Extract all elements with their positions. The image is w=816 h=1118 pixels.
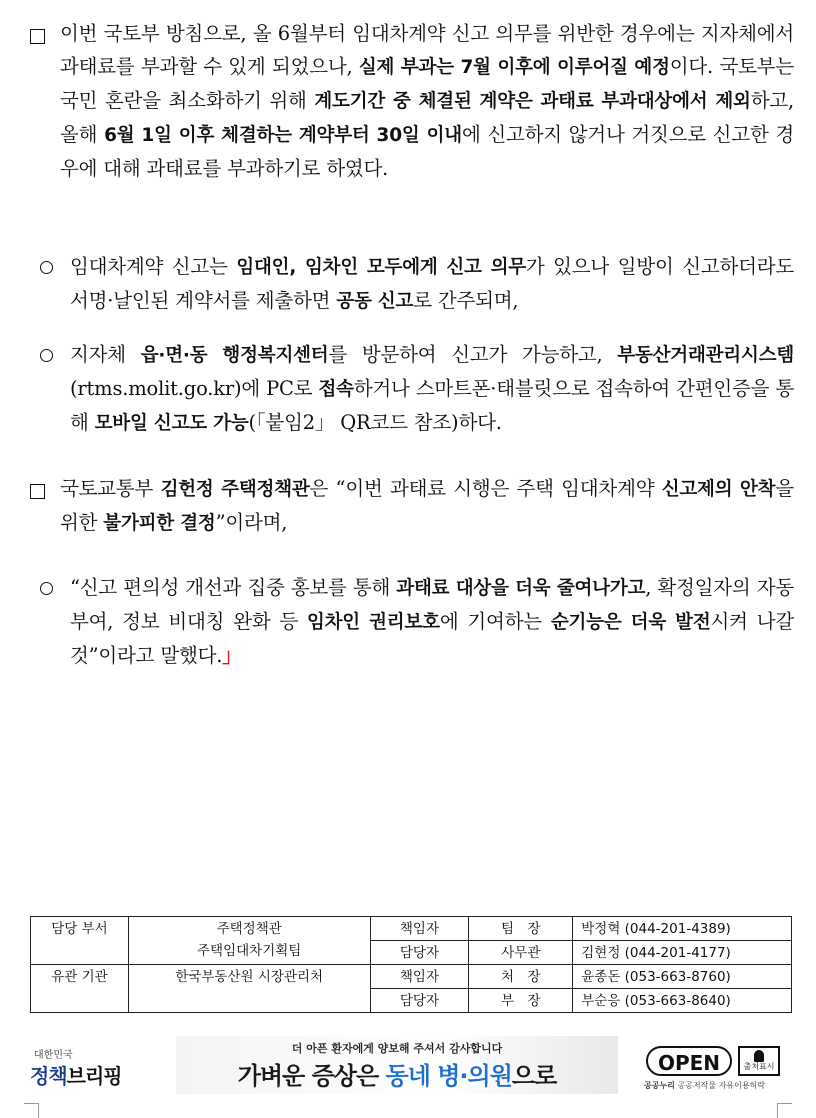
dept-label: 담당 부서 [31, 917, 129, 965]
paragraph-penalty-schedule: 이번 국토부 방침으로, 올 6월부터 임대차계약 신고 의무를 위반한 경우에는 지자체에서 과태료를 부과할 수 있게 되었으나, 실제 부과는 7월 이후에 이루어질 예정이다. 국토부는 국민 혼란을 최소화하기 위해 계도기간 중 체결된 계약은 과태료 부과대상에서 제외하고, 올해 6월 1일 이후 체결하는 계약부터 30일 이내에 신고하지 않거나 거짓으로 신고한 경우에 대해 과태료를 부과하기로 하였다. [60, 22, 795, 180]
table-row [31, 965, 792, 989]
dept-name: 주택정책관 주택임대차기획팀 [128, 917, 370, 965]
end-mark: 」 [222, 644, 242, 667]
person-cell: 부순응 (053-663-8640) [573, 989, 792, 1013]
title-cell: 사무관 [469, 941, 573, 965]
page-corner-mark [777, 1103, 792, 1118]
square-bullet-icon [30, 29, 45, 44]
person-cell: 박정혁 (044-201-4389) [573, 917, 792, 941]
org-label: 유관 기관 [31, 965, 129, 1013]
role-cell: 담당자 [370, 989, 469, 1013]
circle-bullet-icon [40, 261, 53, 274]
role-cell: 책임자 [370, 917, 469, 941]
paragraph-official-quote: “신고 편의성 개선과 집중 홍보를 통해 과태료 대상을 더욱 줄여나가고, 확정일자의 자동부여, 정보 비대칭 완화 등 임차인 권리보호에 기여하는 순기능은 더욱 발전시켜 나갈 것”이라고 말했다.」 [70, 576, 794, 667]
circle-bullet-icon [40, 582, 53, 595]
title-cell: 부 장 [469, 989, 573, 1013]
open-license-logo: OPEN 출처표시 공공누리 공공저작물 자유이용허락 [644, 1044, 784, 1092]
table-row [31, 917, 792, 941]
square-bullet-icon [30, 484, 45, 499]
policy-briefing-logo: 대한민국 정책브리핑 [30, 1050, 122, 1088]
campaign-banner: 더 아픈 환자에게 양보해 주셔서 감사합니다 가벼운 증상은 동네 병·의원으로 [176, 1036, 618, 1094]
person-cell: 김현정 (044-201-4177) [573, 941, 792, 965]
role-cell: 담당자 [370, 941, 469, 965]
contact-table [30, 916, 792, 1013]
paragraph-report-methods: 지자체 읍·면·동 행정복지센터를 방문하여 신고가 가능하고, 부동산거래관리시스템(rtms.molit.go.kr)에 PC로 접속하거나 스마트폰·태블릿으로 접속하여 간편인증을 통해 모바일 신고도 가능(「붙임2」 QR코드 참조)하다. [70, 343, 794, 434]
paragraph-joint-report: 임대차계약 신고는 임대인, 임차인 모두에게 신고 의무가 있으나 일방이 신고하더라도 서명·날인된 계약서를 제출하면 공동 신고로 간주되며, [70, 255, 795, 312]
circle-bullet-icon [40, 349, 53, 362]
role-cell: 책임자 [370, 965, 469, 989]
title-cell: 팀 장 [469, 917, 573, 941]
title-cell: 처 장 [469, 965, 573, 989]
paragraph-official-statement: 국토교통부 김헌정 주택정책관은 “이번 과태료 시행은 주택 임대차계약 신고제의 안착을 위한 불가피한 결정”이라며, [60, 477, 794, 534]
attribution-icon: 출처표시 [738, 1046, 780, 1076]
page-corner-mark [24, 1103, 39, 1118]
org-name: 한국부동산원 시장관리처 [128, 965, 370, 1013]
person-cell: 윤종돈 (053-663-8760) [573, 965, 792, 989]
